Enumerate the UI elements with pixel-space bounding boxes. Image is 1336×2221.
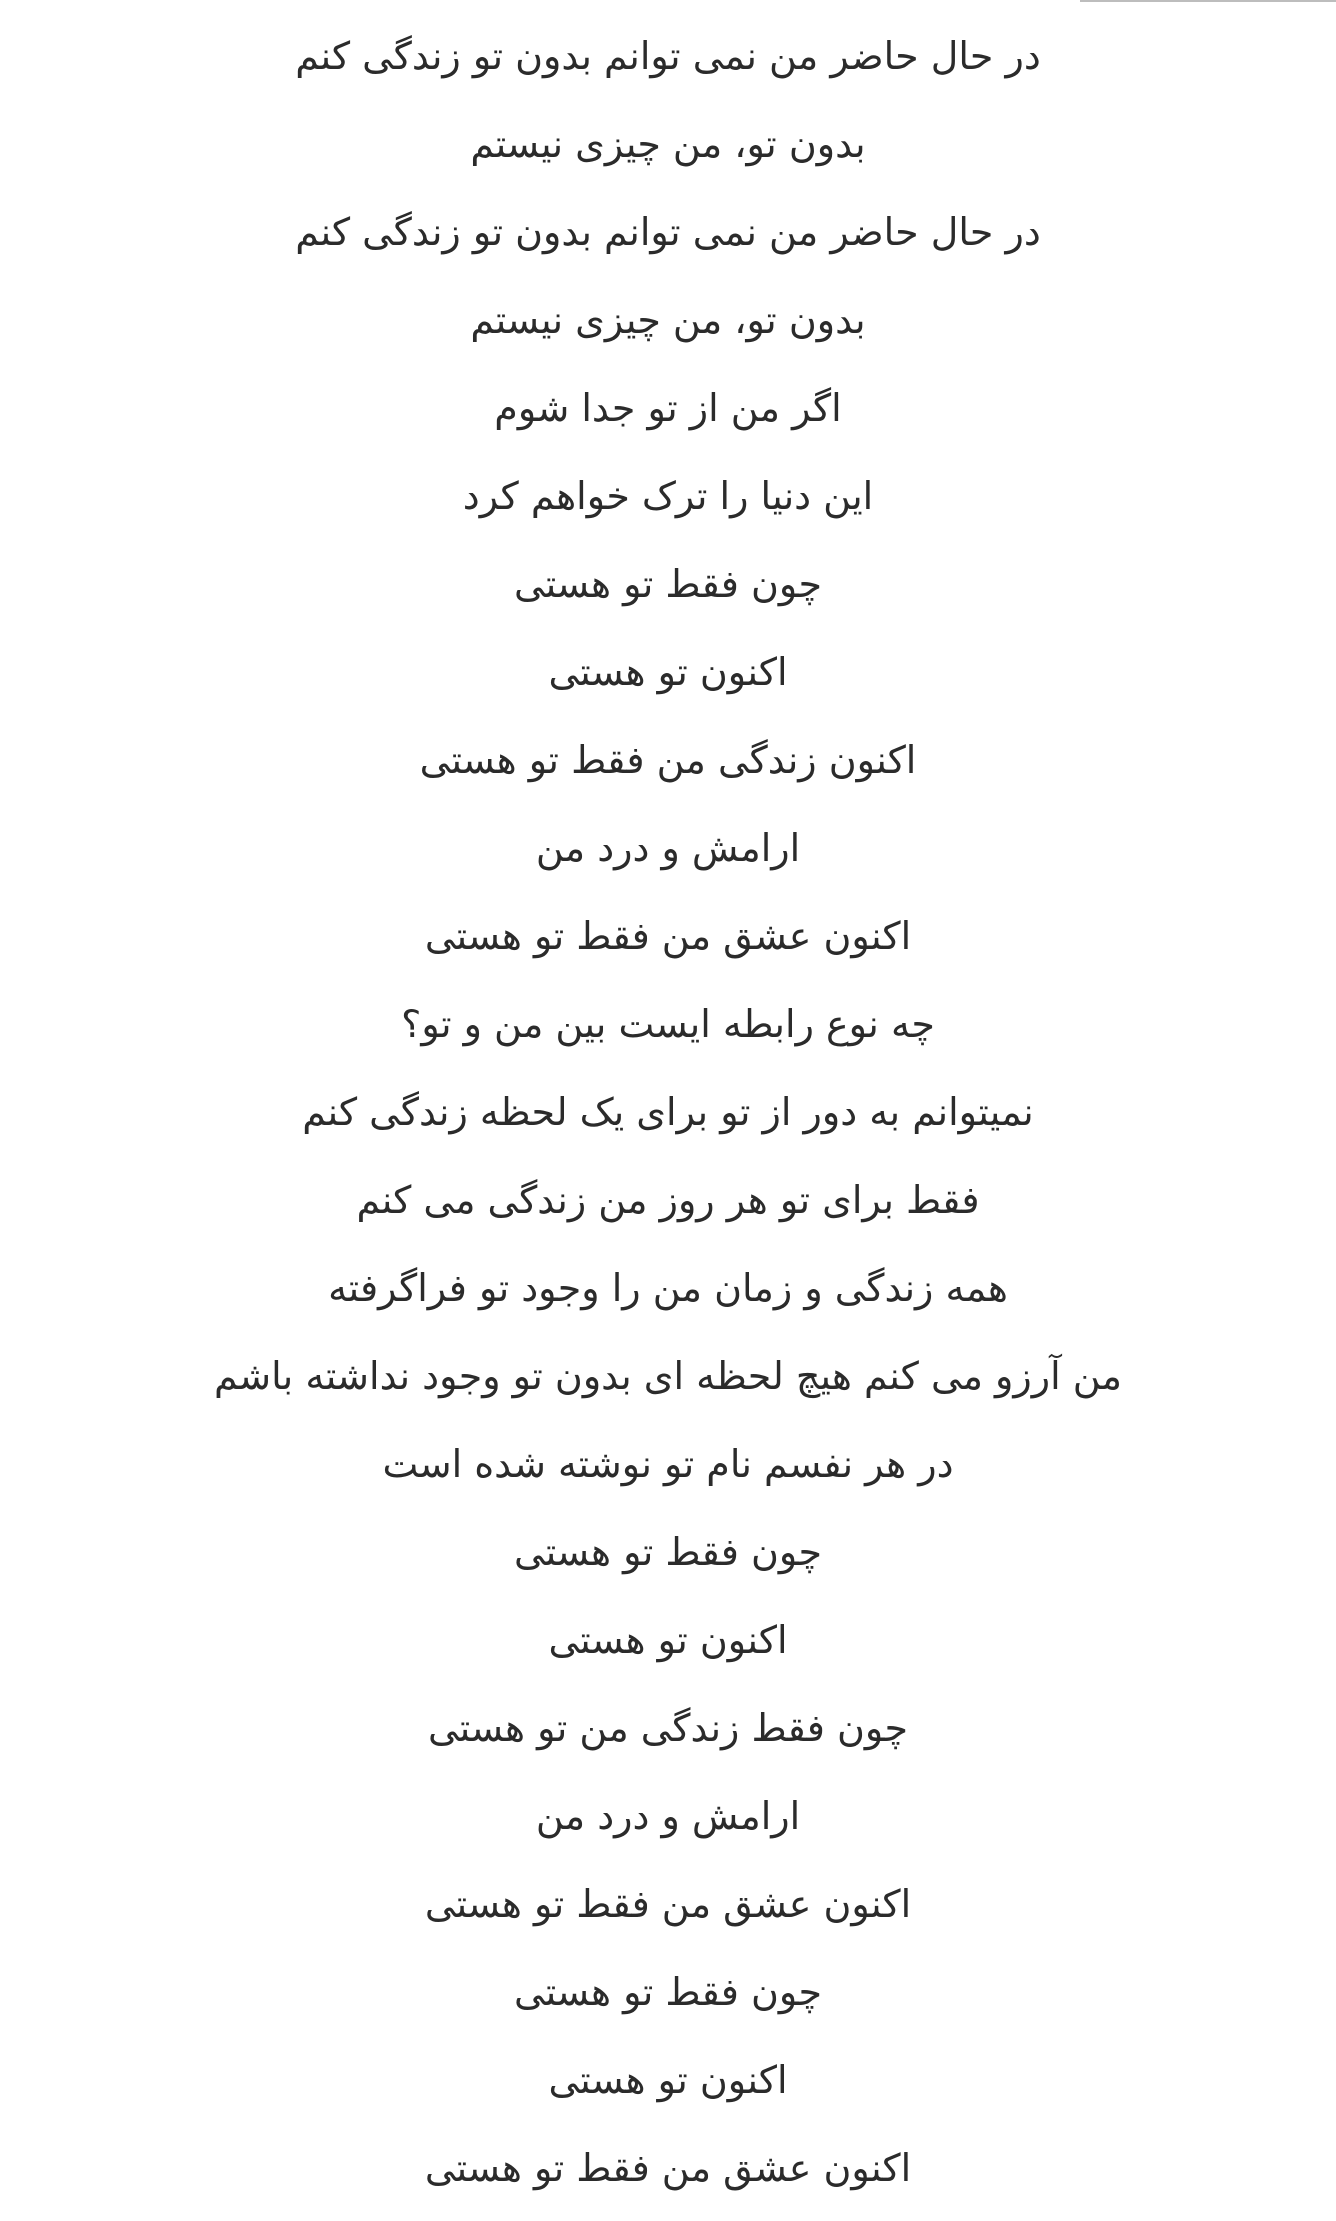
lyric-line: ارامش و درد من <box>535 826 801 870</box>
lyric-line: اکنون زندگی من فقط تو هستی <box>419 738 917 782</box>
lyric-line: بدون تو، من چیزی نیستم <box>470 122 866 166</box>
lyric-line: فقط برای تو هر روز من زندگی می کنم <box>356 1178 980 1222</box>
lyric-line: همه زندگی و زمان من را وجود تو فراگرفته <box>328 1266 1008 1310</box>
lyric-line: چه نوع رابطه ایست بین من و تو؟ <box>401 1002 935 1046</box>
lyric-line: اکنون تو هستی <box>548 1618 788 1662</box>
lyric-line: اگر من از تو جدا شوم <box>494 386 842 430</box>
lyric-line: در حال حاضر من نمی توانم بدون تو زندگی کنم <box>295 34 1041 78</box>
top-divider <box>1080 0 1336 2</box>
lyric-line: این دنیا را ترک خواهم کرد <box>462 474 874 518</box>
lyric-line: چون فقط تو هستی <box>513 1970 822 2014</box>
lyric-line: نمیتوانم به دور از تو برای یک لحظه زندگی کنم <box>302 1090 1034 1134</box>
lyric-line: اکنون عشق من فقط تو هستی <box>424 2146 912 2190</box>
lyric-line: اکنون تو هستی <box>548 650 788 694</box>
lyric-line: ارامش و درد من <box>535 1794 801 1838</box>
lyrics-list <box>0 21 1336 2221</box>
lyric-line: بدون تو، من چیزی نیستم <box>470 298 866 342</box>
lyric-line: من آرزو می کنم هیچ لحظه ای بدون تو وجود نداشته باشم <box>213 1354 1123 1398</box>
lyric-line: در حال حاضر من نمی توانم بدون تو زندگی کنم <box>295 210 1041 254</box>
lyric-line: چون فقط زندگی من تو هستی <box>427 1706 909 1750</box>
lyric-line: در هر نفسم نام تو نوشته شده است <box>382 1442 954 1486</box>
lyric-line: اکنون تو هستی <box>548 2058 788 2102</box>
lyric-line: اکنون عشق من فقط تو هستی <box>424 1882 912 1926</box>
lyric-line: چون فقط تو هستی <box>513 562 822 606</box>
lyric-line: چون فقط تو هستی <box>513 1530 822 1574</box>
lyric-line: اکنون عشق من فقط تو هستی <box>424 914 912 958</box>
